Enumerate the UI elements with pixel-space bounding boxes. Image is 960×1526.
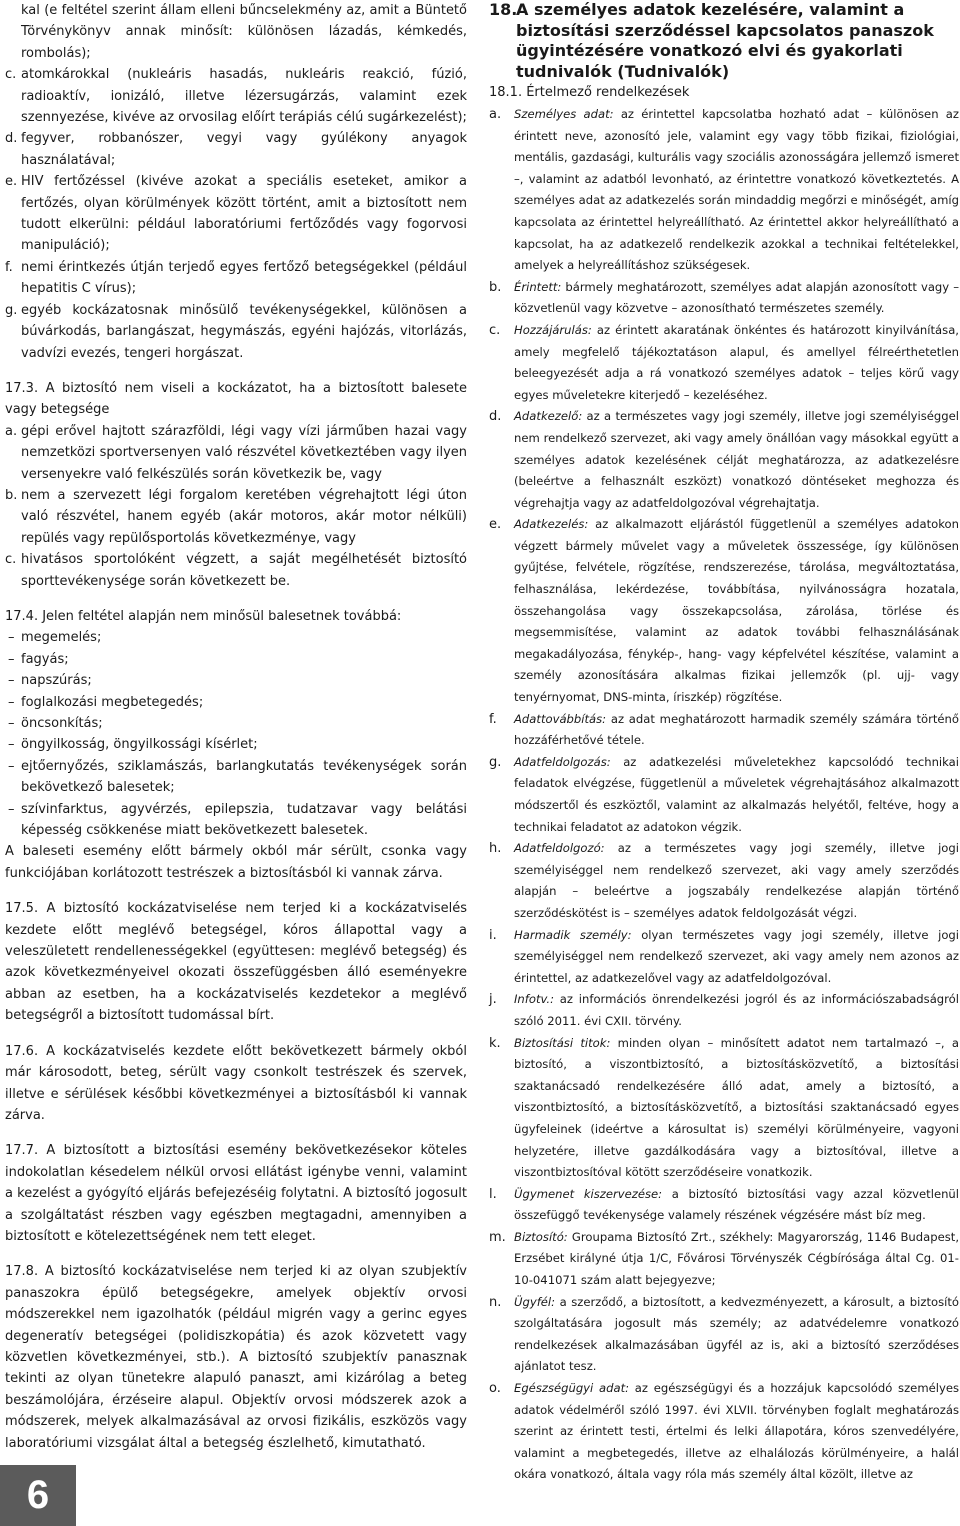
list-marker: b.	[5, 487, 18, 503]
definition-marker: g.	[489, 754, 502, 770]
section-number: 18.	[489, 0, 518, 19]
section-title: A személyes adatok kezelésére, valamint a biztosítási szerződéssel kapcsolatos panaszok ügyintézésére vonatkozó elvi és gyakorlati tudnivalók (Tudnivalók)	[516, 0, 934, 81]
definition-body	[514, 1378, 959, 1486]
dash-item-text: szívinfarktus, agyvérzés, epilepszia, tudatzavar vagy belátási képesség csökkenése miatt bekövetkezett balesetek.	[21, 801, 467, 839]
definition-term: Egészségügyi adat:	[514, 1381, 630, 1396]
definition-term: Ügyfél:	[514, 1294, 556, 1309]
page-number: 6	[0, 1465, 76, 1526]
dash-item	[5, 734, 467, 755]
definition-item	[489, 989, 959, 1032]
definition-term: Biztosító:	[514, 1229, 568, 1244]
section-17-3-intro: 17.3. A biztosító nem viseli a kockázatot, ha a biztosított balesete vagy betegsége	[5, 380, 467, 418]
definition-marker: f.	[489, 711, 497, 727]
list-marker: c.	[5, 67, 17, 83]
definition-text: olyan természetes vagy jogi személy, illetve jogi személyiséggel nem rendelkező szervezet, aki vagy amely nem azonos az érintettel, az adatkezelővel vagy az adatfeldolgozóval.	[514, 927, 959, 985]
definition-text: az a természetes vagy jogi személy, illetve jogi személyiséggel nem rendelkező szervezet, aki vagy amely szerződés alapján – beleértve a jogszabály rendelkezése alapján történő szerződéskötést is – személyes adatok feldolgozását végzi.	[514, 841, 959, 920]
definition-text: az alkalmazott eljárástól függetlenül a személyes adatokon végzett bármely művelet vagy a műveletek összessége, így különösen gyűjtése, felvétele, rögzítése, rendszerezése, tárolása, megváltoztatása, felhasználása, lekérdezése, továbbítása, nyilvánosságra hozatala, összehangolása vagy összekapcsolása, zárolása, törlése és megsemmisítése, valamint az adatok további felhasználásának megakadályozása, fénykép-, hang- vagy képfelvétel készítése, valamint a személy azonosítására alkalmas fizikai jellemzők (pl. ujj- vagy tenyérnyomat, DNS-minta, íriszkép) rögzítése.	[514, 517, 959, 705]
list-item-text: gépi erővel hajtott szárazföldi, légi vagy vízi járműben hazai vagy nemzetközi sportversenyen való részvétel következtében vagy ilyen versenyekre való felkészülés során következik be, vagy	[21, 423, 467, 482]
dash-item	[5, 670, 467, 691]
definition-item	[489, 277, 959, 320]
definition-body	[514, 709, 959, 752]
definition-item	[489, 1292, 959, 1378]
dash-item-text: öncsonkítás;	[21, 716, 103, 731]
list-item-text: hivatásos sportolóként végzett, a saját megélhetését biztosító sporttevékenysége során következett be.	[21, 552, 467, 589]
definition-item	[489, 320, 959, 406]
definition-text: Groupama Biztosító Zrt., székhely: Magyarország, 1146 Budapest, Erzsébet királyné útja 1/C, Fővárosi Törvényszék Cégbírósága által Cg. 01-10-041071 szám alatt bejegyezve;	[514, 1229, 959, 1288]
dash-item-text: öngyilkosság, öngyilkossági kísérlet;	[21, 737, 258, 753]
definition-marker: h.	[489, 841, 502, 857]
dash-marker: –	[8, 694, 15, 710]
section-18-1-subheading: 18.1. Értelmező rendelkezések	[489, 85, 690, 100]
list-item	[5, 257, 467, 300]
list-item	[5, 549, 467, 592]
definition-text: az érintett akaratának önkéntes és határozott kinyilvánítása, amely megfelelő tájékoztatáson alapul, és amellyel félreérthetetlen beleegyezését adja a rá vonatkozó személyes adatok – teljes körű vagy egyes műveletekre kiterjedő – kezeléséhez.	[514, 322, 959, 402]
definition-text: az a természetes vagy jogi személy, illetve jogi személyiséggel nem rendelkező szervezet, aki vagy amely önállóan vagy másokkal együtt a személyes adatok kezelésének célját meghatározza, az adatkezelésre (beleértve a felhasznált eszközt) vonatkozó döntéseket meghozza és végrehajtja vagy az adatfeldolgozóval végrehajtatja.	[514, 409, 959, 510]
definition-text: az érintettel kapcsolatba hozható adat – különösen az érintett neve, azonosító jele, valamint egy vagy több fizikai, fiziológiai, mentális, gazdasági, kulturális vagy szociális azonosságára jellemző ismeret –, valamint az adatból levonható, az érintettre vonatkozó következtetés. A személyes adat az adatkezelés során mindaddig megőrzi e minőségét, amíg kapcsolata az érintettel helyreállítható. Az érintettel akkor helyreállítható a kapcsolat, ha az adatkezelő rendelkezik azokkal a technikai feltételekkel, amelyek a helyreállításhoz szükségesek.	[514, 107, 959, 273]
definition-item	[489, 1227, 959, 1292]
definition-term: Személyes adat:	[514, 107, 614, 121]
dash-item-text: ejtőernyőzés, sziklamászás, barlangkutatás tevékenységek során bekövetkező balesetek;	[21, 758, 467, 796]
list-item	[5, 128, 467, 171]
list-marker: e.	[5, 174, 18, 190]
definition-marker: b.	[489, 279, 502, 295]
dash-marker: –	[8, 630, 15, 646]
section-17-4-intro: 17.4. Jelen feltétel alapján nem minősül balesetnek továbbá:	[5, 608, 402, 624]
section-17-4-tail: A baleseti esemény előtt bármely okból már sérült, csonka vagy funkciójában korlátozott testrészek a biztosításból ki vannak zárva.	[5, 844, 467, 881]
definition-term: Biztosítási titok:	[514, 1035, 611, 1050]
section-17-5: 17.5. A biztosító kockázatviselése nem terjed ki a kockázatviselés kezdete előtt meglévő betegségel, kóros állapottal vagy a veleszületett rendellenességekkel (együttesen: meglévő betegség) és azok következményeivel okozati összefüggésben álló eseményekre abban az esetben, ha a kockázatviselés kezdetekor a meglévő betegségről a biztosított tudomással bírt.	[5, 901, 467, 1024]
dash-marker: –	[8, 801, 15, 817]
definition-marker: k.	[489, 1035, 501, 1051]
dash-item-text: napszúrás;	[21, 673, 92, 689]
definition-body	[514, 406, 959, 514]
definition-body	[514, 104, 959, 277]
definition-text: az egészségügyi és a hozzájuk kapcsolódó személyes adatok védelméről szóló 1997. évi XLVII. törvényben foglalt meghatározás szerint az érintett testi, értelmi és lelki állapotára, kóros szenvedélyére, valamint a megbetegedés, illetve az elhalálozás körülményeire, a halál okára vonatkozó, általa vagy róla más személy által közölt, illetve az	[514, 1381, 959, 1482]
definition-body	[514, 514, 959, 708]
definition-text: a biztosító biztosítási vagy azzal közvetlenül összefüggő tevékenysége valamely részének végzésére mást bíz meg.	[514, 1186, 959, 1223]
section-17-7: 17.7. A biztosított a biztosítási esemény bekövetkezésekor köteles indokolatlan késedelem nélkül orvosi ellátást igénybe venni, valamint a kezelést a gyógyító eljárás befejezéséig folytatni. A biztosító jogosult a szolgáltatást részben vagy egészben megtagadni, amennyiben a biztosított e kötelezettségének nem tett eleget.	[5, 1143, 467, 1244]
definition-item	[489, 406, 959, 514]
list-item-text: HIV fertőzéssel (kivéve azokat a speciális eseteket, amikor a fertőzés, olyan körülmények között történt, amit a biztosított nem tudott elkerülni: például laboratóriumi fertőződés vagy fogorvosi manipuláció);	[21, 174, 467, 254]
definition-body	[514, 1033, 959, 1184]
dash-item-text: foglalkozási megbetegedés;	[21, 694, 204, 710]
definition-item	[489, 1033, 959, 1184]
definition-item	[489, 752, 959, 838]
list-item	[5, 421, 467, 485]
definition-body	[514, 1292, 959, 1378]
dash-marker: –	[8, 651, 15, 667]
definition-text: bármely meghatározott, személyes adat alapján azonosított vagy – közvetlenül vagy közvetve – azonosítható természetes személy.	[514, 279, 959, 316]
definition-marker: o.	[489, 1381, 501, 1397]
definition-body	[514, 838, 959, 924]
list-item-text: atomkárokkal (nukleáris hasadás, nukleáris reakció, fúzió, radioaktív, ionizáló, illetve lézersugárzás, valamint ezek szennyezése, kivéve az orvosilag előírt terápiás célú sugárkezelést);	[21, 67, 467, 126]
definition-term: Harmadik személy:	[514, 927, 632, 942]
definition-item	[489, 838, 959, 924]
definition-text: az adat meghatározott harmadik személy számára történő hozzáférhetővé tétele.	[514, 711, 959, 748]
definition-item	[489, 514, 959, 708]
definition-body	[514, 752, 959, 838]
definition-text: az információs önrendelkezési jogról és az információszabadságról szóló 2011. évi CXII. törvény.	[514, 992, 959, 1028]
dash-item	[5, 692, 467, 713]
dash-marker: –	[8, 758, 15, 774]
definition-item	[489, 709, 959, 752]
definition-body	[514, 925, 959, 990]
list-item-text: nemi érintkezés útján terjedő egyes fertőző betegségekkel (például hepatitis C vírus);	[21, 259, 467, 297]
dash-item	[5, 649, 467, 670]
list-item	[5, 300, 467, 364]
definition-term: Adattovábbítás:	[514, 711, 607, 726]
definitions-list	[489, 104, 959, 1486]
definition-text: a szerződő, a biztosított, a kedvezményezett, a károsult, a biztosító szolgáltatására jogosult más személy; az adatvédelemre vonatkozó rendelkezések alkalmazásában ügyfél az is, aki a biztosító szerződéses ajánlatot tesz.	[514, 1294, 959, 1374]
list-marker: f.	[5, 259, 13, 275]
definition-body	[514, 1227, 959, 1292]
list-item-text: egyéb kockázatosnak minősülő tevékenységekkel, különösen a búvárkodás, barlangászat, hegymászás, egyéni hajózás, vitorlázás, vadvízi evezés, tengeri horgászat.	[21, 302, 467, 361]
definition-marker: a.	[489, 107, 502, 122]
definition-marker: j.	[489, 992, 497, 1008]
list-item	[5, 485, 467, 549]
dash-item	[5, 756, 467, 799]
definition-body	[514, 989, 959, 1032]
definition-item	[489, 925, 959, 990]
definition-term: Adatfeldolgozás:	[514, 754, 611, 769]
dash-item-text: megemelés;	[21, 630, 102, 646]
definition-marker: c.	[489, 322, 501, 338]
definition-marker: m.	[489, 1229, 506, 1245]
dash-marker: –	[8, 737, 15, 753]
list-item-text: fegyver, robbanószer, vegyi vagy gyúlékony anyagok használatával;	[21, 131, 467, 168]
list-item	[5, 64, 467, 128]
definition-term: Ügymenet kiszervezése:	[514, 1186, 663, 1201]
definition-marker: e.	[489, 517, 502, 533]
list-marker: d.	[5, 131, 18, 147]
definition-term: Hozzájárulás:	[514, 322, 592, 337]
dash-item	[5, 627, 467, 648]
dash-item	[5, 713, 467, 734]
dash-marker: –	[8, 673, 15, 689]
definition-item	[489, 1378, 959, 1486]
list-item	[5, 171, 467, 257]
left-top-list	[5, 0, 467, 364]
list-marker: c.	[5, 552, 17, 568]
right-column	[489, 0, 959, 1486]
definition-term: Adatkezelő:	[514, 409, 583, 424]
list-marker: a.	[5, 423, 18, 439]
definition-item	[489, 104, 959, 277]
definition-term: Infotv.:	[514, 992, 554, 1007]
definition-term: Adatfeldolgozó:	[514, 841, 605, 856]
list-item	[5, 0, 467, 64]
definition-marker: d.	[489, 409, 502, 425]
definition-text: minden olyan – minősített adatot nem tartalmazó –, a biztosító, a viszontbiztosító, a biztosításközvetítő, a biztosítási szaktanácsadó rendelkezésére álló adat, amely a biztosító, a viszontbiztosító, a biztosításközvetítő, a biztosítási szaktanácsadó egyes ügyfeleinek (ideértve a károsultat is) személyi körülményeire, vagyoni helyzetére, illetve gazdálkodására vagy a biztosítóval, illetve a viszontbiztosítóval kötött szerződéseire vonatkozik.	[514, 1035, 959, 1180]
list-item-text: kal (e feltétel szerint állam elleni bűncselekmény az, amit a Büntető Törvénykönyv annak minősít: különösen lázadás, kémkedés, rombolás);	[21, 3, 467, 61]
section-18-heading	[489, 0, 959, 82]
definition-text: az adatkezelési műveletekhez kapcsolódó technikai feladatok elvégzése, függetlenül a műveletek végrehajtásához alkalmazott módszertől és eszköztől, valamint az alkalmazás helyétől, feltéve, hogy a technikai feladatot az adatokon végzik.	[514, 754, 959, 834]
dash-item	[5, 799, 467, 842]
section-17-8: 17.8. A biztosító kockázatviselése nem terjed ki az olyan szubjektív panaszokra épülő betegségekre, amelyek objektív orvosi módszerekkel nem igazolhatók (például migrén vagy a gerinc egyes degeneratív betegségei (polidiszkopátia) és azok közvetett vagy közvetlen következményei, stb.). A biztosító szubjektív panasznak tekinti az olyan tünetekre alapuló panaszt, ami kizárólag a beteg beszámolójára, érzéseire alapul. Objektív orvosi módszerek azok a módszerek, melyek alkalmazásával az orvosi fizikális, eszközös vagy laboratóriumi vizsgálat által a betegség észlelhető, kimutatható.	[5, 1264, 467, 1451]
definition-item	[489, 1184, 959, 1227]
definition-term: Adatkezelés:	[514, 517, 589, 532]
list-marker: g.	[5, 302, 18, 318]
dash-item-text: fagyás;	[21, 651, 69, 667]
definition-marker: n.	[489, 1294, 502, 1310]
section-17-6: 17.6. A kockázatviselés kezdete előtt bekövetkezett bármely okból már károsodott, beteg, sérült vagy csonkolt testrészek és szervek, illetve e sérülések későbbi következményei a biztosításból ki vannak zárva.	[5, 1043, 467, 1123]
left-column	[5, 0, 467, 1454]
definition-body	[514, 1184, 959, 1227]
definition-marker: l.	[489, 1186, 497, 1202]
list-item-text: nem a szervezett légi forgalom keretében végrehajtott légi úton való részvétel, hanem egyéb (akár motoros, akár motor nélküli) repülés vagy repülősportolás következménye, vagy	[21, 487, 467, 546]
dash-marker: –	[8, 716, 15, 731]
definition-body	[514, 277, 959, 320]
definition-body	[514, 320, 959, 406]
definition-marker: i.	[489, 927, 497, 943]
definition-term: Érintett:	[514, 279, 562, 294]
